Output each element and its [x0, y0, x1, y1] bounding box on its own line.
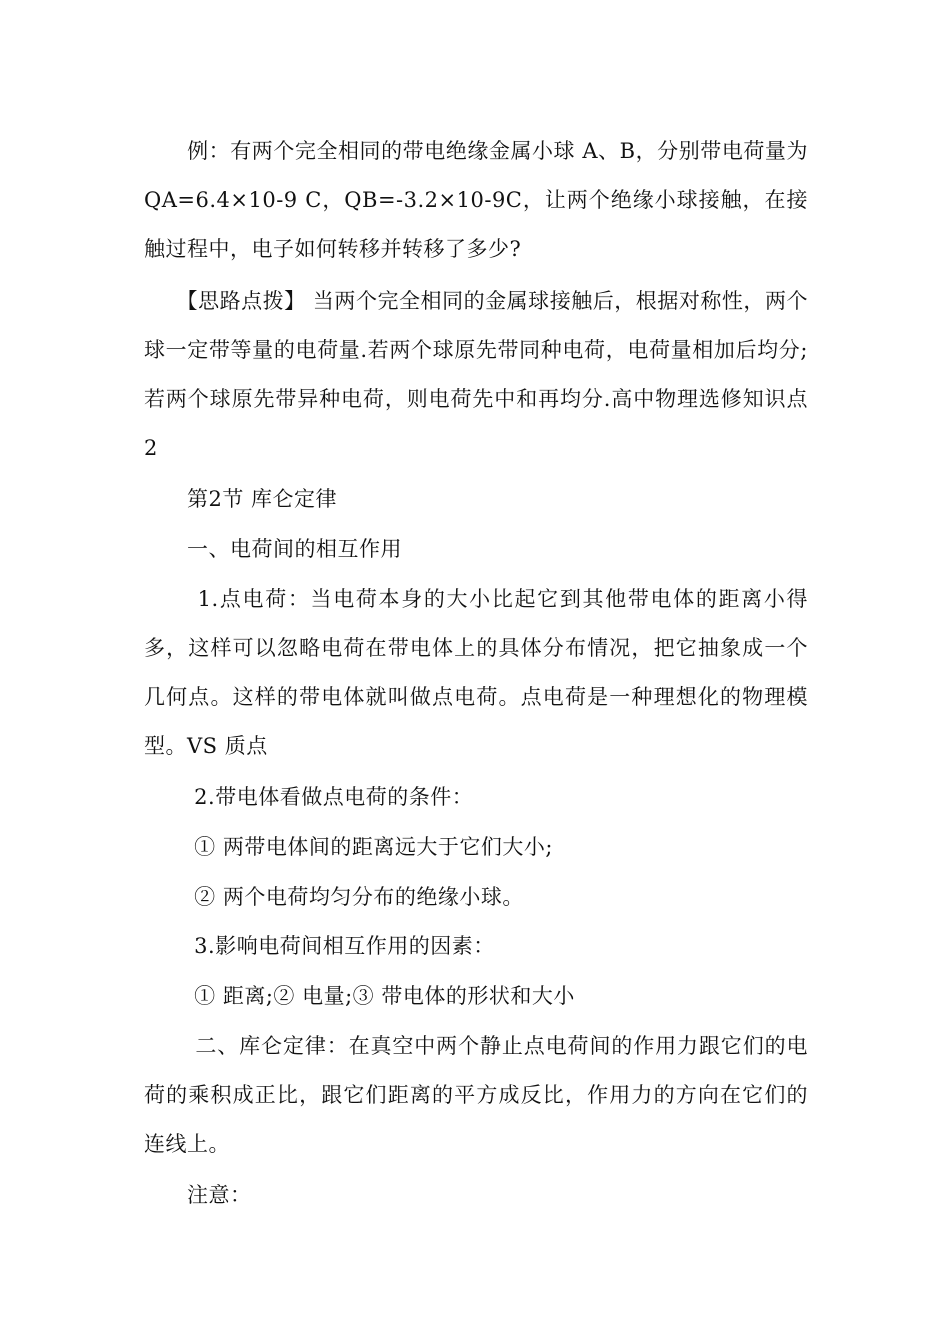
- section-title: 第2节 库仑定律: [144, 487, 338, 511]
- subsection-heading: 一、电荷间的相互作用: [144, 537, 402, 561]
- factors-list: ① 距离;② 电量;③ 带电体的形状和大小: [144, 984, 575, 1008]
- point-charge-paragraph: 1.点电荷：当电荷本身的大小比起它到其他带电体的距离小得多，这样可以忽略电荷在带电体上的具体分布情况，把它抽象成一个几何点。这样的带电体就叫做点电荷。点电荷是一种理想化的物理模型。VS 质点: [144, 587, 808, 758]
- condition-heading: 2.带电体看做点电荷的条件：: [144, 785, 474, 809]
- condition-item-1: ① 两带电体间的距离远大于它们大小;: [144, 835, 553, 859]
- factors-heading: 3.影响电荷间相互作用的因素：: [144, 934, 495, 958]
- coulomb-law-paragraph: 二、库仑定律：在真空中两个静止点电荷间的作用力跟它们的电荷的乘积成正比，跟它们距离的平方成反比，作用力的方向在它们的连线上。: [144, 1034, 808, 1156]
- example-paragraph: 例：有两个完全相同的带电绝缘金属小球 A、B，分别带电荷量为 QA=6.4×10-9 C，QB=-3.2×10-9C，让两个绝缘小球接触，在接触过程中，电子如何转移并转移了多少?: [144, 139, 808, 261]
- hint-paragraph: 【思路点拨】 当两个完全相同的金属球接触后，根据对称性，两个球一定带等量的电荷量.若两个球原先带同种电荷，电荷量相加后均分;若两个球原先带异种电荷，则电荷先中和再均分.高中物理选修知识点2: [144, 289, 808, 460]
- condition-item-2: ② 两个电荷均匀分布的绝缘小球。: [144, 885, 524, 909]
- note-label: 注意：: [144, 1183, 252, 1207]
